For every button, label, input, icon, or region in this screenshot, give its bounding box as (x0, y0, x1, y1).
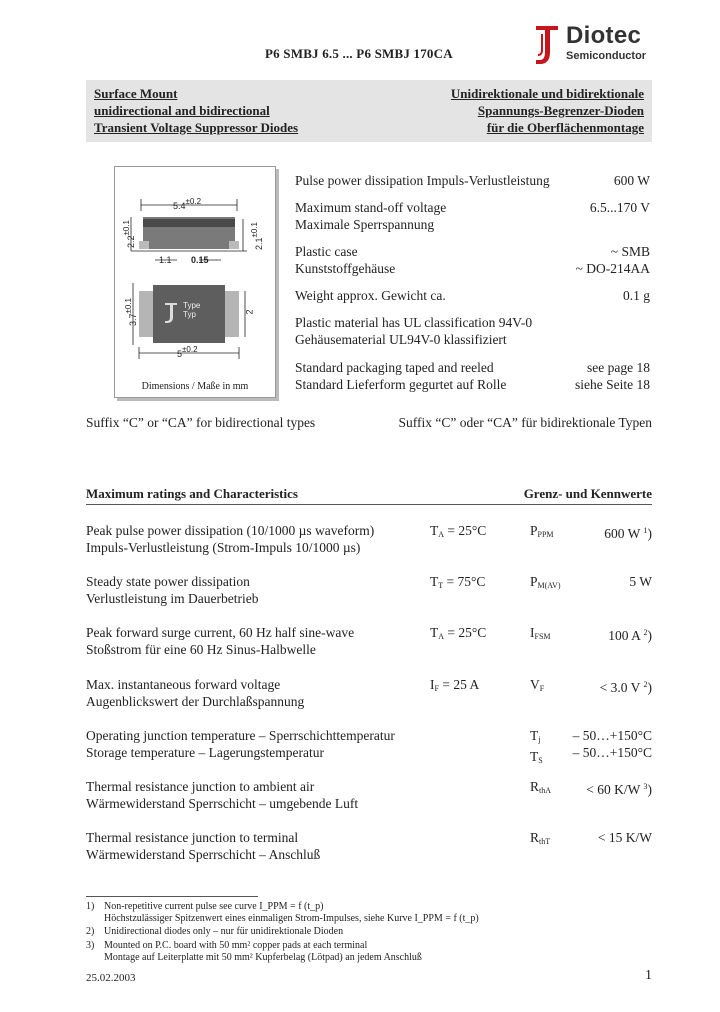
rating-value: < 15 K/W (597, 830, 652, 845)
rating-value (573, 727, 652, 761)
value: – 50…+150°C (572, 728, 652, 743)
rating-row (86, 829, 652, 863)
rating-label-en: Peak forward surge current, 60 Hz half sine-wave (86, 625, 355, 640)
section-header (86, 486, 652, 502)
spec-row (295, 199, 650, 233)
rating-label-en: Thermal resistance junction to ambient air (86, 779, 315, 794)
rating-row (86, 624, 652, 658)
banner-english (94, 85, 298, 136)
symbol: T (530, 749, 539, 764)
diotec-logo-icon (532, 22, 562, 68)
footnote-paren: ) (647, 628, 652, 643)
rating-label-de: Verlustleistung im Dauerbetrieb (86, 591, 259, 606)
rating-condition (430, 522, 486, 543)
condition-symbol: T (430, 625, 439, 640)
dim-left-value: 2.2 (126, 235, 137, 249)
symbol: P (530, 574, 538, 589)
logo-subtitle: Semiconductor (566, 50, 647, 62)
diotec-logo (532, 22, 662, 68)
value: 100 A (608, 628, 641, 643)
spec-label: Plastic case (295, 244, 358, 259)
footnote-text: Montage auf Leiterplatte mit 50 mm² Kupferbelag (Lötpad) an jedem Anschluß (104, 952, 422, 963)
dim-top-value: 5.4 (173, 201, 186, 211)
rating-symbol (530, 624, 551, 645)
figure-caption: Dimensions / Maße in mm (141, 381, 249, 392)
symbol: V (530, 677, 540, 692)
rating-symbol (530, 829, 550, 850)
dim-bottom-tolerance: ±0.2 (182, 345, 198, 354)
rating-row (86, 778, 652, 812)
suffix-note-en: Suffix “C” or “CA” for bidirectional types (86, 415, 316, 430)
spec-row (295, 314, 650, 348)
spec-row (295, 172, 650, 189)
spec-value-2: siehe Seite 18 (575, 377, 650, 392)
footnote-number: 1) (86, 901, 95, 912)
rating-row (86, 676, 652, 710)
rating-value (586, 778, 652, 798)
dim-top-tolerance: ±0.2 (185, 197, 202, 206)
symbol-subscript: thA (539, 786, 552, 795)
dim-small-a: 1.1 (159, 255, 172, 265)
symbol-subscript: M(AV) (537, 581, 561, 590)
rating-label-en: Max. instantaneous forward voltage (86, 677, 281, 692)
dim-top-label (173, 197, 201, 211)
spec-row (295, 287, 650, 304)
page-number: 1 (645, 968, 652, 983)
dim-bottom-value: 5 (177, 349, 183, 359)
footnote-text: Mounted on P.C. board with 50 mm² copper pads at each terminal (104, 940, 368, 951)
condition-value: = 25 A (438, 677, 480, 692)
condition-value: = 75°C (443, 574, 486, 589)
rating-condition (430, 624, 486, 645)
rating-condition (430, 573, 485, 594)
rating-label-en: Operating junction temperature – Sperrschichttemperatur (86, 728, 395, 743)
dim-small-b: 0.15 (191, 255, 209, 265)
banner-german (451, 85, 644, 136)
condition-subscript: A (438, 530, 445, 539)
symbol-subscript: PPM (537, 530, 554, 539)
condition-symbol: T (430, 574, 439, 589)
spec-label: Pulse power dissipation Impuls-Verlustleistung (295, 173, 550, 188)
section-title-en: Maximum ratings and Characteristics (86, 486, 298, 501)
rating-symbol (530, 522, 554, 543)
condition-value: = 25°C (444, 625, 487, 640)
symbol-subscript: FSM (534, 632, 551, 641)
spec-label-de: Maximale Sperrspannung (295, 217, 435, 232)
symbol: I (530, 625, 535, 640)
dim-body-height-label (124, 298, 138, 326)
value: < 3.0 V (599, 680, 641, 695)
rating-label-de: Wärmewiderstand Sperrschicht – Anschluß (86, 847, 321, 862)
spec-label-de: Kunststoffgehäuse (295, 261, 396, 276)
suffix-note-de: Suffix “C” oder “CA” für bidirektionale Typen (398, 415, 652, 430)
rating-value: 5 W (629, 574, 652, 589)
rating-condition (430, 676, 479, 697)
rating-row (86, 727, 652, 765)
footnote-ref: 1 (643, 526, 648, 535)
rating-row (86, 573, 652, 607)
spec-label: Standard packaging taped and reeled (295, 360, 494, 375)
symbol: R (530, 830, 540, 845)
chip-marking-line: Typ (183, 310, 196, 319)
condition-subscript: F (434, 684, 439, 693)
dim-lead-label: 2 (244, 309, 255, 315)
footnote-text: Unidirectional diodes only – nur für unidirektionale Dioden (104, 926, 344, 937)
dim-left-tolerance: ±0.1 (122, 219, 132, 236)
spec-label: Maximum stand-off voltage (295, 200, 447, 215)
dim-right-label (250, 222, 264, 250)
rating-label-de: Stoßstrom für eine 60 Hz Sinus-Halbwelle (86, 642, 316, 657)
spec-value-1: ~ SMB (610, 244, 650, 259)
rating-row (86, 522, 652, 556)
spec-label-de: Standard Lieferform gegurtet auf Rolle (295, 377, 507, 392)
spec-value (576, 243, 650, 277)
chip-marking-line: Type (183, 301, 201, 310)
condition-subscript: A (438, 632, 445, 641)
spec-value: 0.1 g (623, 288, 650, 303)
rating-symbol (530, 676, 544, 697)
condition-symbol: T (430, 523, 439, 538)
spec-label: Weight approx. Gewicht ca. (295, 288, 446, 303)
dim-right-value: 2.1 (254, 237, 265, 251)
footnote-number: 2) (86, 926, 95, 937)
spec-label: Plastic material has UL classification 94V-0 (295, 315, 533, 330)
logo-word: Diotec (566, 22, 642, 49)
dim-body-height-tolerance: ±0.1 (124, 297, 134, 314)
value: – 50…+150°C (572, 745, 652, 760)
banner-de-line: Unidirektionale und bidirektionale (450, 86, 644, 101)
footnote-divider (86, 896, 258, 897)
section-title-de: Grenz- und Kennwerte (523, 486, 652, 501)
footnote-ref: 3 (643, 782, 648, 791)
value: 600 W (604, 526, 641, 541)
condition-value: = 25°C (444, 523, 487, 538)
footnote-text: Non-repetitive current pulse see curve I_PPM = f (t_p) (104, 901, 324, 912)
footnote-paren: ) (647, 526, 652, 541)
banner-en-line: Transient Voltage Suppressor Diodes (94, 120, 299, 135)
rating-label-de: Impuls-Verlustleistung (Strom-Impuls 10/1000 µs) (86, 540, 361, 555)
footnote-text: Höchstzulässiger Spitzenwert eines einmaligen Strom-Impulses, siehe Kurve I_PPM = f (t_p) (104, 913, 479, 924)
rating-value (600, 676, 652, 696)
spec-value-1: see page 18 (587, 360, 650, 375)
spec-label-de: Gehäusematerial UL94V-0 klassifiziert (295, 332, 507, 347)
dim-right-tolerance: ±0.1 (250, 221, 260, 238)
document-title: P6 SMBJ 6.5 ... P6 SMBJ 170CA (265, 46, 453, 61)
banner-de-line: Spannungs-Begrenzer-Dioden (477, 103, 644, 118)
banner-en-line: Surface Mount (94, 86, 178, 101)
rating-value (604, 522, 652, 542)
spec-row (295, 243, 650, 277)
spec-row (295, 359, 650, 393)
rating-label-en: Thermal resistance junction to terminal (86, 830, 299, 845)
dim-body-height-value: 3.7 (128, 313, 139, 327)
rating-label-de: Augenblickswert der Durchlaßspannung (86, 694, 305, 709)
condition-symbol: I (430, 677, 435, 692)
footnote-ref: 2 (643, 628, 648, 637)
symbol: R (530, 779, 540, 794)
spec-value: 6.5...170 V (589, 200, 650, 215)
rating-label-de: Storage temperature – Lagerungstemperatur (86, 745, 325, 760)
footnote-number: 3) (86, 940, 95, 951)
section-divider (86, 504, 652, 505)
rating-symbol (530, 778, 551, 799)
symbol-subscript: S (538, 756, 543, 765)
spec-value: 600 W (613, 173, 650, 188)
rating-symbol (530, 573, 560, 594)
footnote-paren: ) (647, 782, 652, 797)
title-banner (86, 80, 652, 142)
symbol: P (530, 523, 538, 538)
rating-label-de: Wärmewiderstand Sperrschicht – umgebende Luft (86, 796, 359, 811)
spec-value (575, 359, 650, 393)
footnote-ref: 2 (643, 680, 648, 689)
symbol: T (530, 728, 539, 743)
banner-en-line: unidirectional and bidirectional (94, 103, 270, 118)
condition-subscript: T (438, 581, 444, 590)
rating-label-en: Steady state power dissipation (86, 574, 250, 589)
symbol-subscript: thT (539, 837, 551, 846)
symbol-subscript: F (539, 684, 545, 693)
rating-label-en: Peak pulse power dissipation (10/1000 µs waveform) (86, 523, 375, 538)
chip-marking (183, 301, 200, 319)
footnote-paren: ) (647, 680, 652, 695)
dim-bottom-label (177, 345, 198, 359)
dim-left-label (122, 220, 136, 248)
symbol-subscript: j (538, 735, 541, 744)
package-dimension-figure (114, 166, 276, 398)
document-date: 25.02.2003 (86, 972, 136, 984)
value: < 60 K/W (586, 782, 641, 797)
spec-value-2: ~ DO-214AA (575, 261, 650, 276)
rating-value (608, 624, 652, 644)
banner-de-line: für die Oberflächenmontage (486, 120, 644, 135)
rating-symbol (530, 727, 543, 769)
